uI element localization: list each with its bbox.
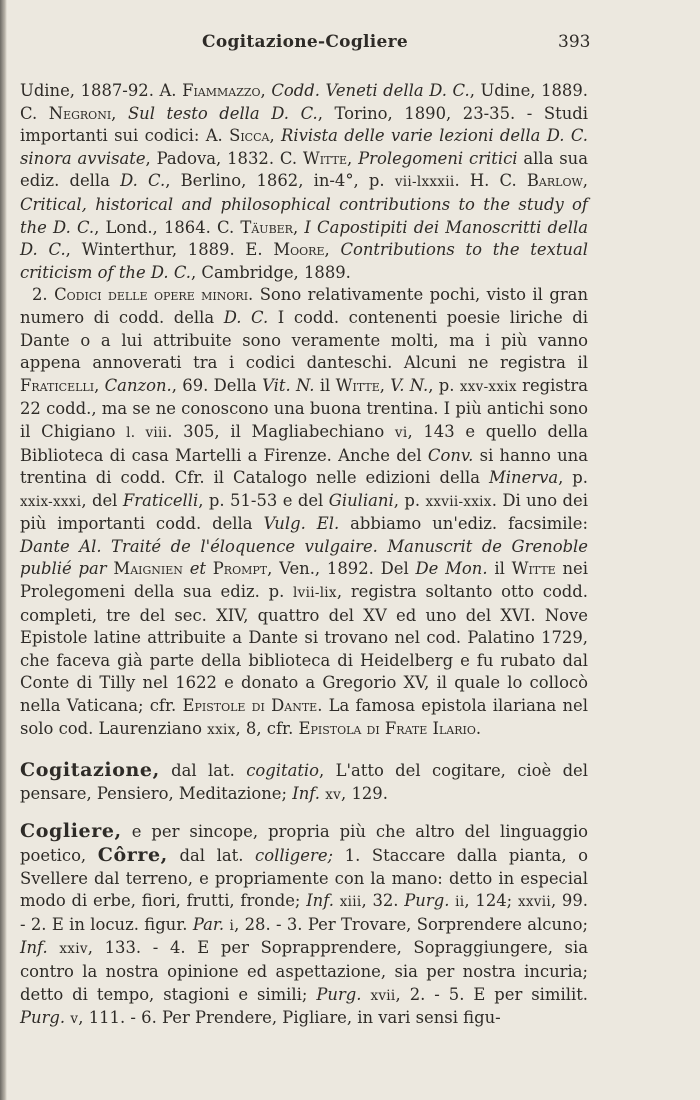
book-gutter-shadow xyxy=(0,0,7,1100)
headword: Cogliere, xyxy=(20,820,122,843)
minor-works-paragraph: 2. Codici delle opere minori. Sono relativamente pochi, visto il gran numero di codd. della D. C. I codd. contenenti poesie liriche di Dante o a lui attribuite sono veramente molti, ma i più vanno appena annoverati tra i codici danteschi. Alcuni ne registra il Fraticelli, Canzon., 69. Della Vit. N. il Witte, V. N., p. xxv-xxix registra 22 codd., ma se ne conoscono una buona trentina. I più antichi sono il Chigiano l. viii. 305, il Magliabechiano vi, 143 e quello della Biblioteca di casa Martelli a Firenze. Anche del Conv. si hanno una trentina di codd. Cfr. il Catalogo nelle edizioni della Minerva, p. xxix-xxxi, del Fraticelli, p. 51-53 e del Giuliani, p. xxvii-xxix. Di uno dei più importanti codd. della Vulg. El. abbiamo un'ediz. facsimile: Dante Al. Traité de l'éloquence vulgaire. Manuscrit de Grenoble publié par Maignien et Prompt, Ven., 1892. Del De Mon. il Witte nei Prolegomeni della sua ediz. p. lvii-lix, registra soltanto otto codd. completi, tre del sec. XIV, quattro del XV ed uno del XVI. Nove Epistole latine attribuite a Dante si trovano nel cod. Palatino 1729, che faceva già parte della biblioteca di Heidelberg e fu rubato dal Conte di Tilly nel 1622 e donato a Gregorio XV, il quale lo collocò nella Vaticana; cfr. Epistole di Dante. La famosa epistola ilariana nel solo cod. Laurenziano xxix, 8, cfr. Epistola di Frate Ilario. xyxy=(20,285,589,738)
page-number: 393 xyxy=(558,32,591,52)
running-title: Cogitazione-Cogliere xyxy=(201,32,409,52)
page-body xyxy=(20,80,588,1031)
headword: Cogitazione, xyxy=(20,759,160,782)
bibliography-paragraph: Udine, 1887-92. A. Fiammazzo, Codd. Veneti della D. C., Udine, 1889. C. Negroni, Sul testo della D. C., Torino, 1890, 23-35. - Studi importanti sui codici: A. Sicca, Rivista delle varie lezioni della D. C. sinora avvisate, Padova, 1832. C. Witte, Prolegomeni critici alla sua ediz. della D. C., Berlino, 1862, in-4°, p. vii-lxxxii. H. C. Barlow, Critical, historical and philosophical contributions to the study of the D. C., Lond., 1864. C. Täuber, I Capostipiti dei Manoscritti della D. C., Winterthur, 1889. E. Moore, Contributions to the textual criticism of the D. C., Cambridge, 1889. xyxy=(20,81,589,282)
entry-cogitazione: Cogitazione, dal lat. cogitatio, L'atto del cogitare, cioè del pensare, Pensiero, Meditazione; Inf. xv, 129. xyxy=(20,759,588,803)
page-header xyxy=(0,32,700,58)
entry-cogliere: Cogliere, e per sincope, propria più che altro del linguaggio poetico, Côrre, dal lat. colligere; 1. Staccare dalla pianta, o Svellere dal terreno, e propriamente con la mano: detto in especial modo di erbe, fiori, frutti, fronde; Inf. xiii, 32. Purg. ii, 124; xxvii, 99. - 2. E in locuz. figur. Par. i, 28. - 3. Per Trovare, Sorprendere alcuno; Inf. xxiv, 133. - 4. E per Soprapprendere, Sopraggiungere, sia contro la nostra opinione ed aspettazione, sia per nostra incuria; detto di tempo, stagioni e simili; Purg. xvii, 2. - 5. E per similit. Purg. v, 111. - 6. Per Prendere, Pigliare, in vari sensi figu- xyxy=(20,820,589,1028)
headword-variant: Côrre, xyxy=(97,844,168,866)
